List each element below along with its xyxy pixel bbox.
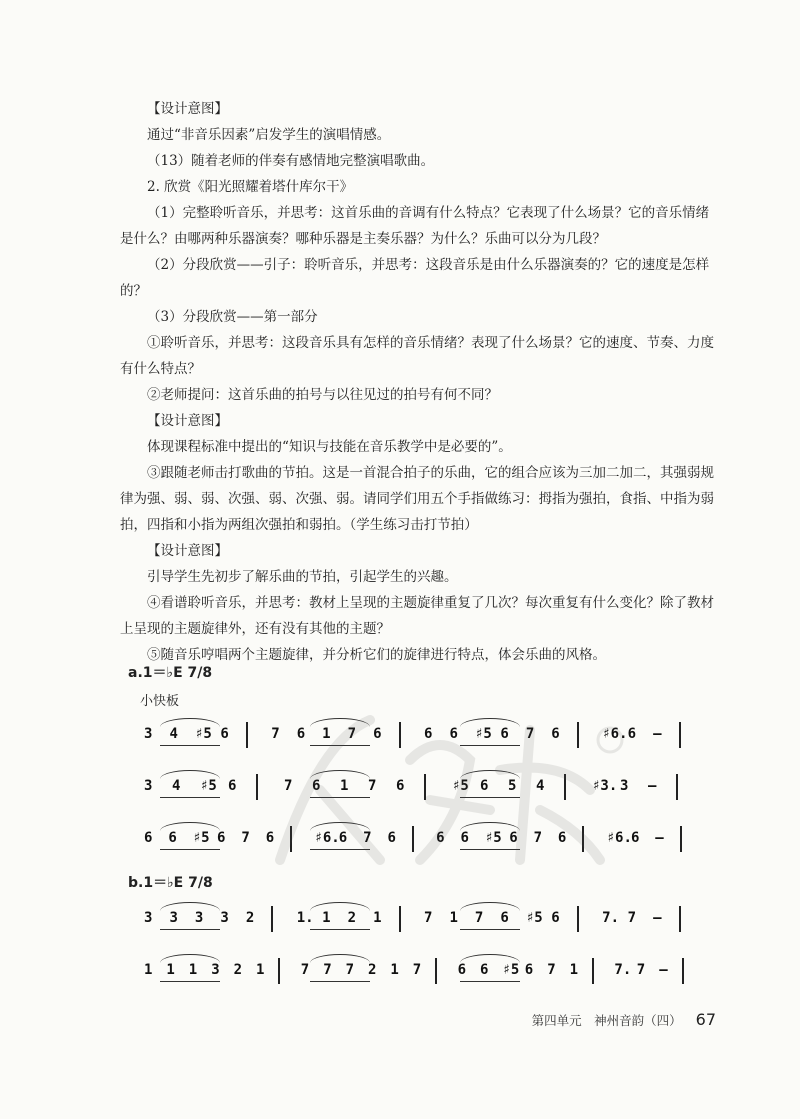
score-note: 3 bbox=[144, 778, 153, 794]
slur bbox=[310, 902, 370, 911]
paragraph: ②老师提问：这首乐曲的拍号与以往见过的拍号有何不同？ bbox=[147, 387, 498, 403]
bar-line bbox=[679, 722, 681, 748]
score-note: ♯5 bbox=[502, 962, 520, 978]
score-note: 6 bbox=[509, 830, 518, 846]
bar-line bbox=[592, 958, 594, 984]
paragraph: ④看谱聆听音乐，并思考：教材上呈现的主题旋律重复了几次？每次重复有什么变化？除了教材上呈现的主题旋律外，还有没有其他的主题？ bbox=[120, 595, 714, 637]
score-note: ♯5 bbox=[525, 910, 543, 926]
beam bbox=[310, 849, 370, 850]
score-note: 7 bbox=[241, 830, 250, 846]
bar-line bbox=[564, 774, 566, 800]
score-note: 6 bbox=[265, 830, 275, 846]
score-note: 7 bbox=[525, 726, 535, 742]
bar-line bbox=[399, 722, 401, 748]
score-note: 6 bbox=[449, 726, 458, 742]
score-a-key-label: a.1＝♭E 7/8 bbox=[128, 665, 213, 681]
score-note: 6 bbox=[228, 778, 237, 794]
score-note: 7 bbox=[533, 830, 542, 846]
score-note: 6 bbox=[500, 910, 509, 926]
score-note: 1. bbox=[296, 910, 314, 926]
slur bbox=[160, 954, 220, 963]
slur bbox=[460, 954, 520, 963]
paragraph: （2）分段欣赏——引子：聆听音乐，并思考：这段音乐是由什么乐器演奏的？它的速度是怎样的？ bbox=[120, 257, 710, 299]
bar-line bbox=[435, 958, 437, 984]
paragraph: 体现课程标准中提出的“知识与技能在音乐教学中是必要的”。 bbox=[147, 439, 512, 455]
slur bbox=[310, 770, 370, 779]
bar-line bbox=[577, 906, 579, 932]
slur bbox=[460, 822, 520, 831]
score-note: 3 bbox=[144, 726, 153, 742]
score-row bbox=[140, 902, 720, 942]
score-note: 6 bbox=[524, 962, 534, 978]
score-note: 7 bbox=[347, 726, 357, 742]
score-note: ♯6. bbox=[314, 830, 340, 846]
score-note: 7 bbox=[271, 726, 280, 742]
score-note: 6 bbox=[338, 830, 348, 846]
score-note: 6 bbox=[436, 830, 445, 846]
bar-line bbox=[399, 906, 401, 932]
beam bbox=[310, 797, 370, 798]
bar-line bbox=[271, 906, 273, 932]
score-note: 7 bbox=[284, 778, 293, 794]
paragraph: ⑤随音乐哼唱两个主题旋律，并分析它们的旋律进行特点，体会乐曲的风格。 bbox=[147, 647, 606, 663]
score-note: 1 bbox=[144, 962, 153, 978]
score-note: 6 bbox=[220, 726, 229, 742]
bar-line bbox=[278, 958, 280, 984]
score-note: 6 bbox=[500, 726, 509, 742]
beam bbox=[160, 981, 220, 982]
beam bbox=[310, 929, 370, 930]
score-note: 7. bbox=[614, 962, 632, 978]
bar-line bbox=[577, 722, 579, 748]
page-footer bbox=[532, 1010, 716, 1029]
bar-line bbox=[412, 826, 414, 852]
score-a-tempo: 小快板 bbox=[140, 694, 180, 709]
score-note: 1 bbox=[256, 962, 265, 978]
bar-line bbox=[679, 906, 681, 932]
score-note: 6 bbox=[627, 726, 637, 742]
bar-line bbox=[676, 774, 678, 800]
score-note: 6 bbox=[480, 778, 489, 794]
score-note: 2 bbox=[368, 962, 377, 978]
beam bbox=[460, 797, 520, 798]
score-note: 2 bbox=[245, 910, 255, 926]
beam bbox=[460, 745, 520, 746]
bar-line bbox=[680, 826, 682, 852]
score-note: 1 bbox=[188, 962, 198, 978]
beam bbox=[460, 981, 520, 982]
score-note: 6 bbox=[557, 830, 567, 846]
footer-unit: 第四单元 神州音韵（四） bbox=[531, 1013, 682, 1028]
score-note: – bbox=[648, 778, 657, 794]
score-row bbox=[140, 770, 720, 810]
slur bbox=[460, 770, 520, 779]
score-note: ♯3. bbox=[592, 778, 618, 794]
design-intent-heading: 【设计意图】 bbox=[147, 543, 228, 559]
score-note: 6 bbox=[551, 910, 560, 926]
slur bbox=[160, 822, 220, 831]
score-note: ♯5 bbox=[194, 726, 212, 742]
score-note: 1 bbox=[390, 962, 399, 978]
slur bbox=[310, 718, 370, 727]
paragraph: 通过“非音乐因素”启发学生的演唱情感。 bbox=[147, 127, 391, 143]
score-note: 6 bbox=[630, 830, 640, 846]
score-note: 7 bbox=[474, 910, 484, 926]
score-note: 1 bbox=[322, 910, 331, 926]
beam bbox=[160, 849, 220, 850]
score-note: – bbox=[653, 726, 662, 742]
score-note: – bbox=[655, 830, 664, 846]
score-note: 7 bbox=[368, 778, 377, 794]
score-note: 3 bbox=[620, 778, 629, 794]
slur bbox=[460, 718, 520, 727]
bar-line bbox=[256, 774, 258, 800]
score-note: 1 bbox=[569, 962, 579, 978]
design-intent-heading: 【设计意图】 bbox=[147, 101, 228, 117]
score-note: 4 bbox=[169, 726, 178, 742]
score-note: 6 bbox=[551, 726, 560, 742]
score-note: 7 bbox=[323, 962, 332, 978]
score-note: 7 bbox=[627, 910, 637, 926]
lesson-text bbox=[120, 96, 720, 668]
paragraph: ③跟随老师击打歌曲的节拍。这是一首混合拍子的乐曲，它的组合应该为三加二加二，其强弱规律为强、弱、弱、次强、弱、次强、弱。请同学们用五个手指做练习：拇指为强拍，食指、中指为弱拍，四指和小指为两组次强拍和弱拍。（学生练习击打节拍） bbox=[120, 465, 714, 533]
score-note: 5 bbox=[508, 778, 517, 794]
score-note: ♯6. bbox=[602, 726, 628, 742]
slur bbox=[160, 902, 220, 911]
score-note: 6 bbox=[396, 778, 405, 794]
bar-line bbox=[582, 826, 584, 852]
score-note: ♯5 bbox=[200, 778, 217, 794]
score-note: 6 bbox=[424, 726, 433, 742]
paragraph: （13）随着老师的伴奏有感情地完整演唱歌曲。 bbox=[147, 153, 435, 169]
beam bbox=[160, 797, 220, 798]
beam bbox=[310, 981, 370, 982]
paragraph: （3）分段欣赏——第一部分 bbox=[147, 309, 318, 325]
score-note: 6 bbox=[296, 726, 306, 742]
score-note: ♯5 bbox=[474, 726, 492, 742]
beam bbox=[160, 929, 220, 930]
score-note: 6 bbox=[457, 962, 467, 978]
beam bbox=[310, 745, 370, 746]
score-note: 6 bbox=[460, 830, 469, 846]
paragraph: 引导学生先初步了解乐曲的节拍，引起学生的兴趣。 bbox=[147, 569, 458, 585]
score-note: 3 bbox=[220, 910, 229, 926]
bar-line bbox=[682, 958, 684, 984]
slur bbox=[310, 822, 370, 831]
paragraph: 2. 欣赏《阳光照耀着塔什库尔干》 bbox=[147, 179, 354, 195]
score-note: 2 bbox=[233, 962, 243, 978]
bar-line bbox=[246, 722, 248, 748]
score-row bbox=[140, 822, 720, 862]
score-note: 6 bbox=[480, 962, 489, 978]
page-number: 67 bbox=[695, 1010, 716, 1029]
score-note: 3 bbox=[194, 910, 204, 926]
score-note: 7 bbox=[412, 962, 422, 978]
score-note: 1 bbox=[340, 778, 349, 794]
score-note: ♯5 bbox=[484, 830, 502, 846]
score-note: – bbox=[659, 962, 668, 978]
design-intent-heading: 【设计意图】 bbox=[147, 413, 228, 429]
score-note: ♯5 bbox=[452, 778, 469, 794]
score-note: 4 bbox=[172, 778, 181, 794]
score-note: 3 bbox=[169, 910, 178, 926]
slur bbox=[460, 902, 520, 911]
bar-line bbox=[290, 826, 292, 852]
score-note: 6 bbox=[387, 830, 396, 846]
score-row bbox=[140, 718, 720, 758]
slur bbox=[160, 718, 220, 727]
score-note: 7 bbox=[345, 962, 355, 978]
score-note: 6 bbox=[312, 778, 321, 794]
score-row bbox=[140, 954, 720, 994]
score-note: 7. bbox=[602, 910, 620, 926]
score-note: 7 bbox=[547, 962, 556, 978]
score-note: 7 bbox=[424, 910, 433, 926]
slur bbox=[160, 770, 220, 779]
score-note: 1 bbox=[449, 910, 458, 926]
paragraph: ①聆听音乐，并思考：这段音乐具有怎样的音乐情绪？表现了什么场景？它的速度、节奏、力度有什么特点？ bbox=[120, 335, 714, 377]
score-note: 7 bbox=[363, 830, 372, 846]
score-note: 1 bbox=[373, 910, 382, 926]
paragraph: （1）完整聆听音乐，并思考：这首乐曲的音调有什么特点？它表现了什么场景？它的音乐情绪是什么？由哪两种乐器演奏？哪种乐器是主奏乐器？为什么？乐曲可以分为几段？ bbox=[120, 205, 710, 247]
score-note: 1 bbox=[322, 726, 331, 742]
score-note: 7 bbox=[300, 962, 310, 978]
beam bbox=[160, 745, 220, 746]
score-note: 4 bbox=[536, 778, 545, 794]
bar-line bbox=[424, 774, 426, 800]
score-note: – bbox=[653, 910, 662, 926]
score-note: 6 bbox=[373, 726, 382, 742]
score-note: ♯5 bbox=[192, 830, 210, 846]
score-note: 6 bbox=[144, 830, 153, 846]
score-note: ♯6. bbox=[606, 830, 632, 846]
score-note: 3 bbox=[211, 962, 220, 978]
beam bbox=[460, 929, 520, 930]
slur bbox=[310, 954, 370, 963]
score-note: 3 bbox=[144, 910, 153, 926]
beam bbox=[460, 849, 520, 850]
score-note: 6 bbox=[168, 830, 177, 846]
score-note: 6 bbox=[217, 830, 226, 846]
score-b-key-label: b.1＝♭E 7/8 bbox=[128, 875, 213, 891]
score-note: 1 bbox=[166, 962, 175, 978]
score-note: 2 bbox=[347, 910, 357, 926]
score-note: 7 bbox=[636, 962, 646, 978]
